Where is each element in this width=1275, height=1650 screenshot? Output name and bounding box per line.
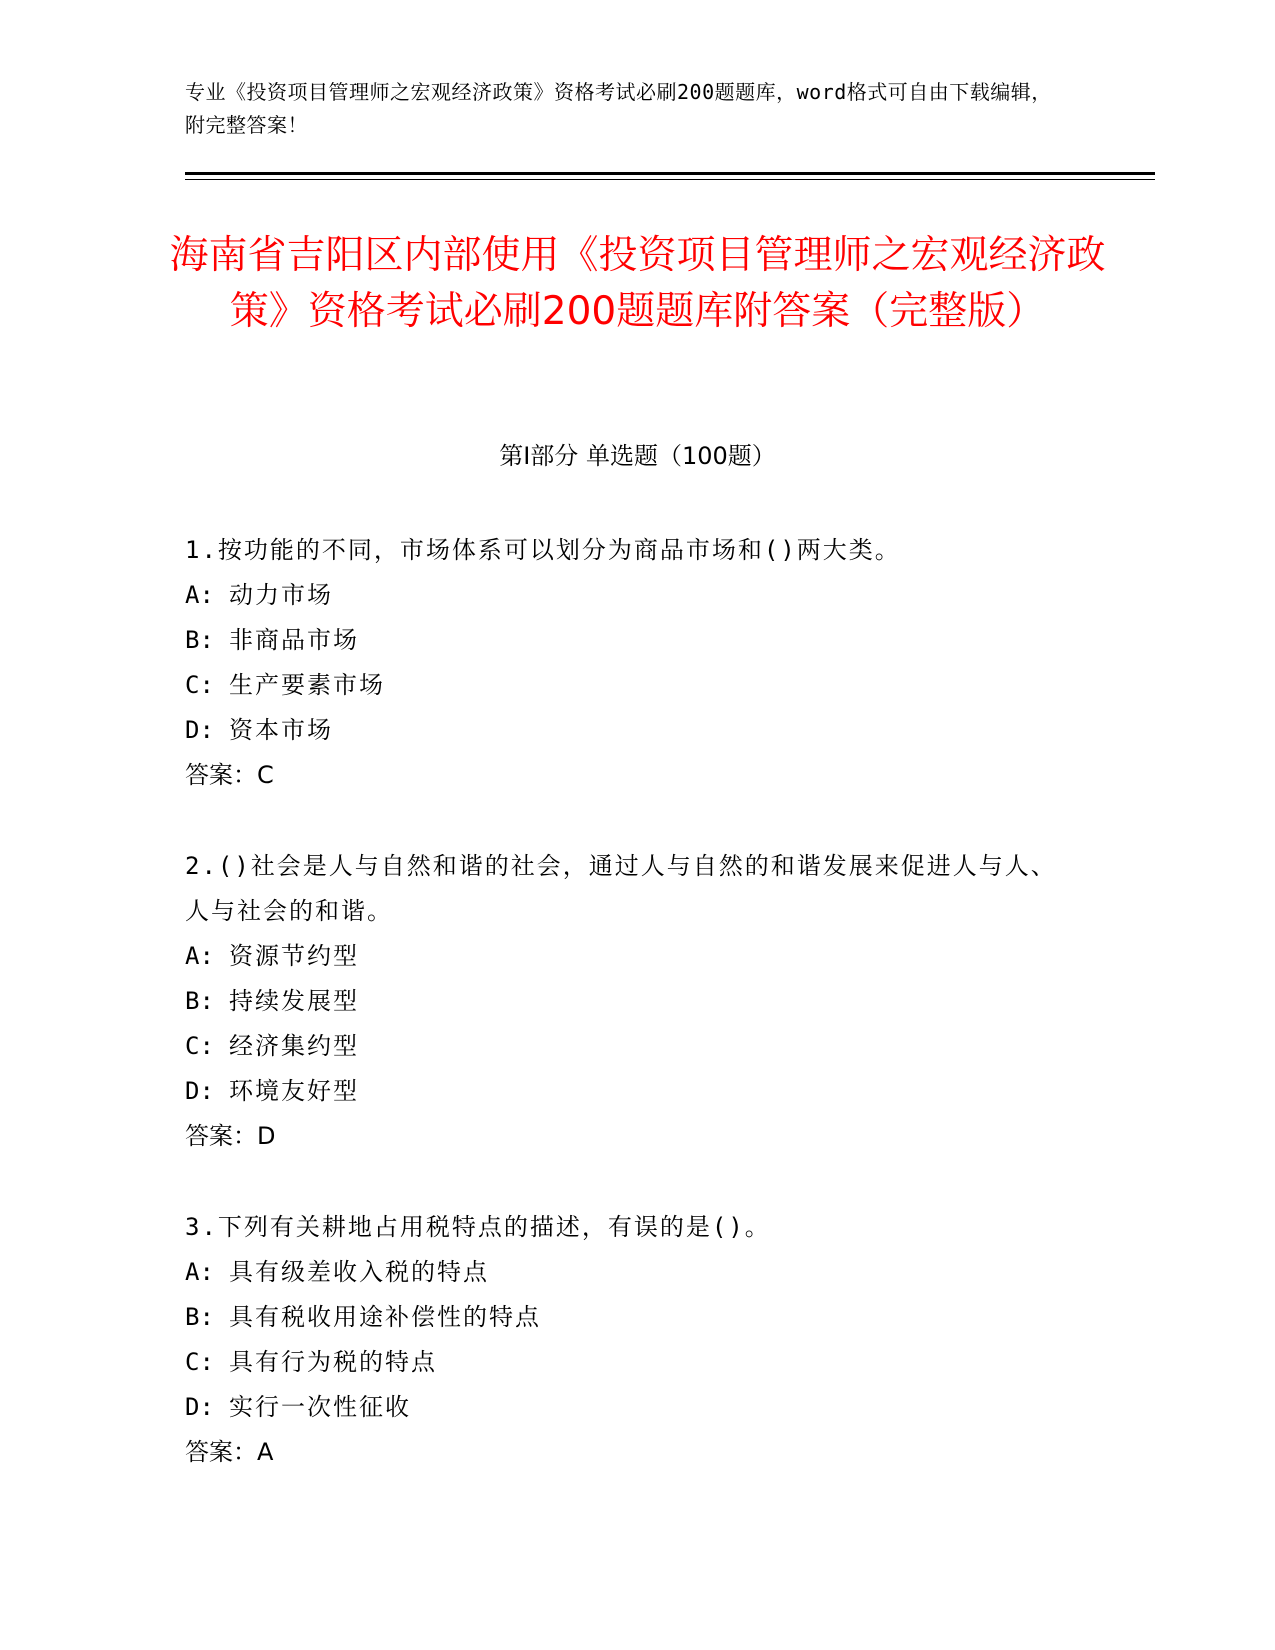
answer: 答案：C bbox=[185, 761, 274, 789]
section-title: 第I部分 单选题（100题） bbox=[499, 442, 776, 470]
option-key: B: bbox=[185, 987, 214, 1015]
option-key: B: bbox=[185, 1303, 214, 1331]
option-key: A: bbox=[185, 1258, 214, 1286]
option-key: D: bbox=[185, 1393, 214, 1421]
option-key: C: bbox=[185, 1032, 214, 1060]
answer: 答案：D bbox=[185, 1122, 276, 1150]
option-key: D: bbox=[185, 716, 214, 744]
document-title: 海南省吉阳区内部使用《投资项目管理师之宏观经济政策》资格考试必刷200题题库附答案（完整版） bbox=[169, 233, 1106, 334]
option-text: 资本市场 bbox=[229, 716, 333, 744]
option-d bbox=[185, 708, 1065, 753]
option-text: 资源节约型 bbox=[229, 942, 359, 970]
question-1 bbox=[185, 528, 1065, 798]
option-key: A: bbox=[185, 581, 214, 609]
option-text: 动力市场 bbox=[229, 581, 333, 609]
option-key: C: bbox=[185, 671, 214, 699]
answer: 答案：A bbox=[185, 1438, 274, 1466]
option-text: 具有税收用途补偿性的特点 bbox=[229, 1303, 541, 1331]
option-c bbox=[185, 1340, 1065, 1385]
header-divider-thin bbox=[185, 179, 1155, 180]
option-text: 非商品市场 bbox=[229, 626, 359, 654]
option-key: B: bbox=[185, 626, 214, 654]
option-c bbox=[185, 663, 1065, 708]
option-key: C: bbox=[185, 1348, 214, 1376]
option-text: 具有级差收入税的特点 bbox=[229, 1258, 489, 1286]
option-a bbox=[185, 1250, 1065, 1295]
option-text: 实行一次性征收 bbox=[229, 1393, 411, 1421]
option-c bbox=[185, 1024, 1065, 1069]
question-list bbox=[185, 528, 1065, 1521]
option-key: D: bbox=[185, 1077, 214, 1105]
option-b bbox=[185, 618, 1065, 663]
option-a bbox=[185, 934, 1065, 979]
option-d bbox=[185, 1385, 1065, 1430]
option-b bbox=[185, 979, 1065, 1024]
option-text: 经济集约型 bbox=[229, 1032, 359, 1060]
question-text: 2.()社会是人与自然和谐的社会，通过人与自然的和谐发展来促进人与人、人与社会的和谐。 bbox=[185, 852, 1057, 925]
option-text: 生产要素市场 bbox=[229, 671, 385, 699]
header-divider-thick bbox=[185, 172, 1155, 175]
question-3 bbox=[185, 1205, 1065, 1475]
question-text: 1.按功能的不同，市场体系可以划分为商品市场和()两大类。 bbox=[185, 536, 901, 564]
question-2 bbox=[185, 844, 1065, 1159]
option-text: 环境友好型 bbox=[229, 1077, 359, 1105]
option-d bbox=[185, 1069, 1065, 1114]
option-text: 具有行为税的特点 bbox=[229, 1348, 437, 1376]
header-note: 专业《投资项目管理师之宏观经济政策》资格考试必刷200题题库，word格式可自由下载编辑，附完整答案！ bbox=[185, 80, 1052, 137]
option-text: 持续发展型 bbox=[229, 987, 359, 1015]
option-b bbox=[185, 1295, 1065, 1340]
question-text: 3.下列有关耕地占用税特点的描述，有误的是()。 bbox=[185, 1213, 771, 1241]
option-a bbox=[185, 573, 1065, 618]
option-key: A: bbox=[185, 942, 214, 970]
